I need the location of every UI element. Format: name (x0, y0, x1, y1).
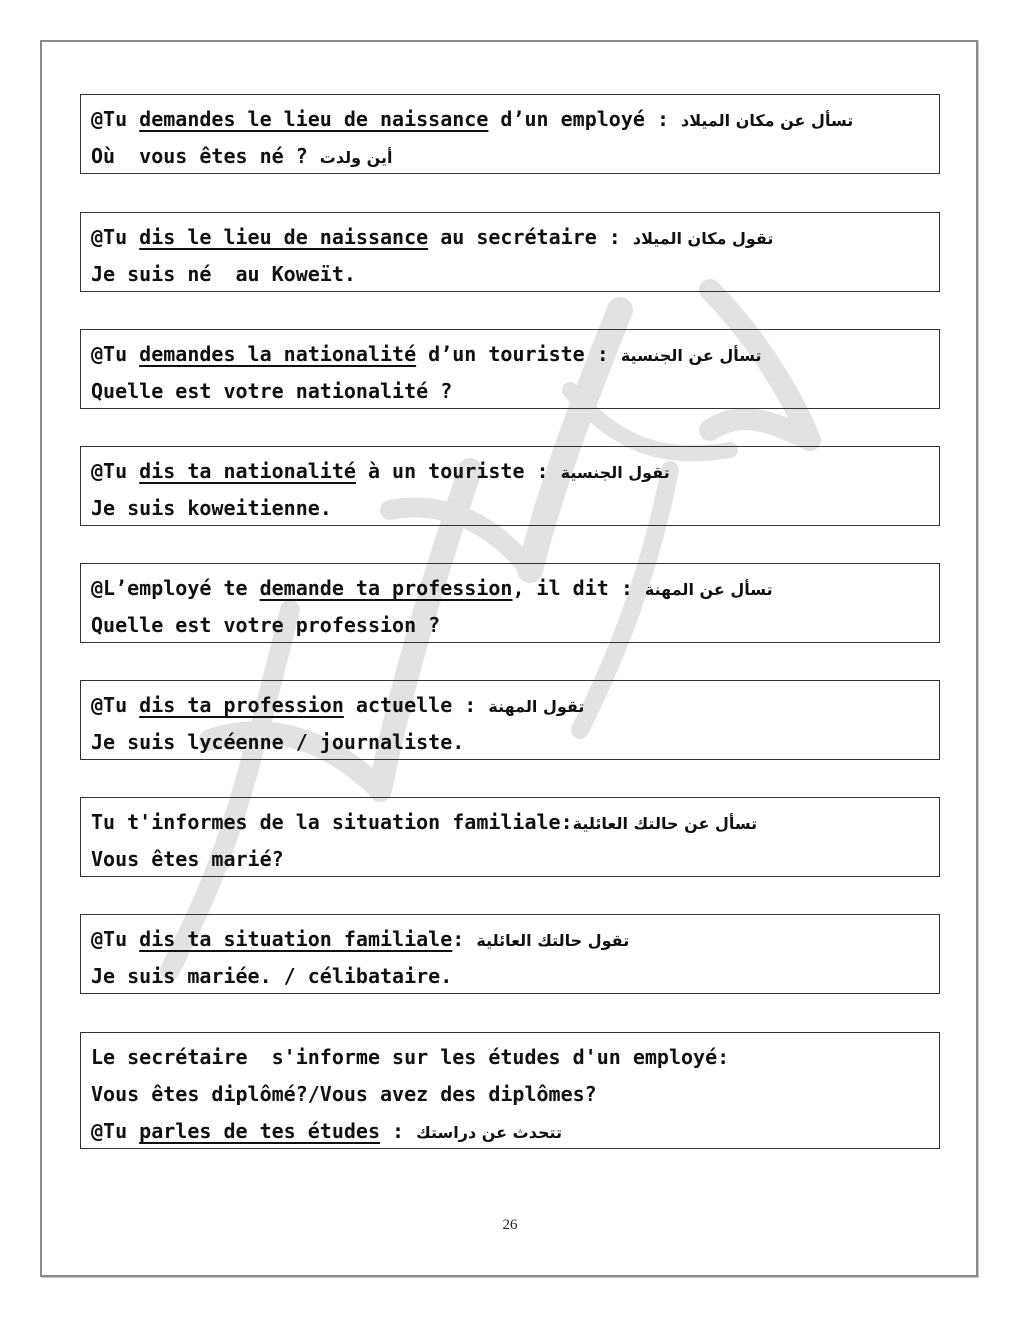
box-answer (91, 841, 929, 878)
instruction-key-phrase: demande ta profession (259, 576, 513, 600)
instruction-key-phrase: dis ta profession (139, 693, 344, 717)
box-answer (91, 256, 929, 293)
answer-text: Je suis mariée. / célibataire. (91, 964, 453, 988)
box-instruction (91, 453, 929, 490)
box-answer (91, 607, 929, 644)
box-answer (91, 138, 929, 175)
instruction-key-phrase: demandes le lieu de naissance (139, 107, 489, 131)
instruction-prefix: @Tu (91, 225, 140, 249)
instruction-key-phrase: dis ta situation familiale (139, 927, 453, 951)
instruction-rest: : (452, 927, 477, 951)
answer-text: Vous êtes marié? (91, 847, 284, 871)
answer-text: Je suis lycéenne / journaliste. (91, 730, 465, 754)
page-number: 26 (502, 1217, 518, 1233)
box-instruction (91, 101, 929, 138)
box-instruction (91, 804, 929, 841)
instruction-rest: actuelle : (343, 693, 489, 717)
box-answer (91, 1076, 929, 1113)
answer-text: Vous êtes diplômé?/Vous avez des diplômes? (91, 1082, 597, 1106)
instruction-prefix: @Tu (91, 927, 140, 951)
arabic-translation: تسأل عن المهنة (644, 580, 773, 599)
answer-text: Je suis né au Koweït. (91, 262, 356, 286)
instruction-rest: , il dit : (512, 576, 645, 600)
box-instruction (91, 336, 929, 373)
box-instruction-2 (91, 1113, 929, 1150)
instruction-rest: : (380, 1119, 417, 1143)
instruction-prefix: @Tu (91, 693, 140, 717)
instruction-key-phrase: dis ta nationalité (139, 459, 356, 483)
arabic-translation: تسأل عن الجنسية (620, 346, 762, 365)
phrase-box-2 (80, 212, 940, 292)
arabic-translation: تسأل عن مكان الميلاد (681, 111, 854, 130)
instruction-prefix: @Tu (91, 107, 140, 131)
instruction-prefix: @Tu (91, 1119, 140, 1143)
box-instruction (91, 570, 929, 607)
phrase-box-1 (80, 94, 940, 174)
box-answer (91, 724, 929, 761)
instruction-key-phrase: demandes la nationalité (139, 342, 417, 366)
arabic-translation: تقول مكان الميلاد (632, 229, 774, 248)
phrase-box-6 (80, 680, 940, 760)
instruction-prefix: Tu t'informes de la situation familiale: (91, 810, 573, 834)
instruction-prefix: @Tu (91, 342, 140, 366)
answer-text: Je suis koweitienne. (91, 496, 332, 520)
arabic-translation: تقول حالتك العائلية (476, 931, 630, 950)
box-instruction (91, 921, 929, 958)
phrase-box-8 (80, 914, 940, 994)
arabic-translation: تسأل عن حالتك العائلية (572, 814, 758, 833)
arabic-translation: أين ولدت (319, 148, 393, 167)
instruction-prefix: @L’employé te (91, 576, 260, 600)
phrase-box-9 (80, 1032, 940, 1149)
arabic-translation: تقول المهنة (488, 697, 585, 716)
instruction-text: Le secrétaire s'informe sur les études d'un employé: (91, 1045, 730, 1069)
box-answer (91, 373, 929, 410)
instruction-rest: au secrétaire : (428, 225, 633, 249)
instruction-rest: d’un employé : (488, 107, 682, 131)
phrase-box-5 (80, 563, 940, 643)
phrase-box-3 (80, 329, 940, 409)
box-instruction (91, 219, 929, 256)
arabic-translation: تقول الجنسية (560, 463, 670, 482)
phrase-box-7 (80, 797, 940, 877)
answer-text: Où vous êtes né ? (91, 144, 320, 168)
instruction-rest: d’un touriste : (416, 342, 621, 366)
answer-text: Quelle est votre nationalité ? (91, 379, 453, 403)
instruction-prefix: @Tu (91, 459, 140, 483)
arabic-translation: تتحدث عن دراستك (416, 1123, 563, 1142)
box-instruction (91, 1039, 929, 1076)
box-answer (91, 958, 929, 995)
instruction-key-phrase: dis le lieu de naissance (139, 225, 429, 249)
box-answer (91, 490, 929, 527)
instruction-key-phrase: parles de tes études (139, 1119, 380, 1143)
answer-text: Quelle est votre profession ? (91, 613, 441, 637)
instruction-rest: à un touriste : (355, 459, 561, 483)
phrase-box-4 (80, 446, 940, 526)
box-instruction (91, 687, 929, 724)
